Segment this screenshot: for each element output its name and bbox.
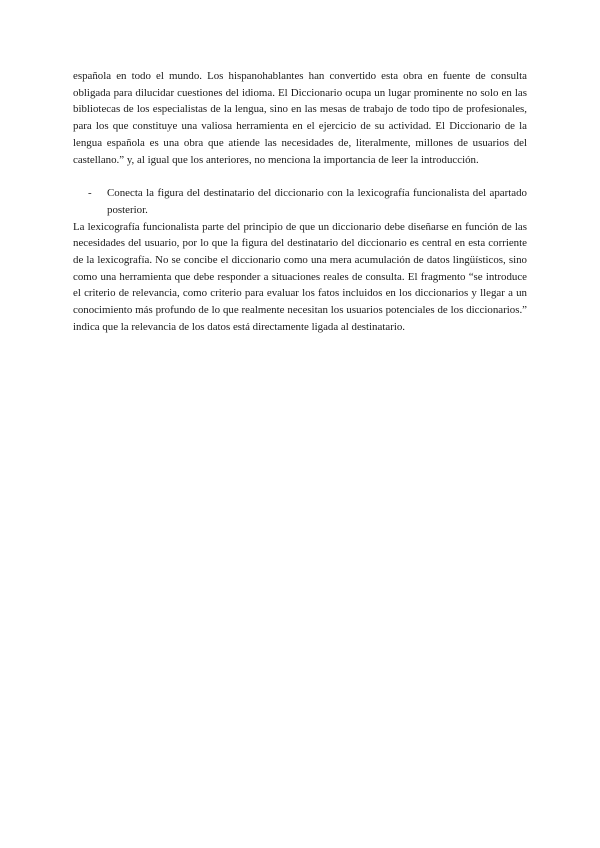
bullet-text: Conecta la figura del destinatario del diccionario con la lexicografía funcionalista del apartado posterior. (107, 187, 527, 216)
paragraph-1: española en todo el mundo. Los hispanohablantes han convertido esta obra en fuente de consulta obligada para dilucidar cuestiones del idioma. El Diccionario ocupa un lugar prominente no solo en las bibliotecas de los especialistas de la lengua, sino en las mesas de trabajo de todo tipo de profesionales, para los que constituye una valiosa herramienta en el ejercicio de su actividad. El Diccionario de la lengua española es una obra que atiende las necesidades de, literalmente, millones de usuarios del castellano.” y, al igual que los anteriores, no menciona la importancia de leer la introducción. (73, 70, 527, 166)
bullet-marker: - (88, 187, 92, 200)
bullet-item (88, 185, 527, 218)
paragraph-2: La lexicografía funcionalista parte del principio de que un diccionario debe diseñarse en función de las necesidades del usuario, por lo que la figura del destinatario del diccionario es central en esta corriente de la lexicografía. No se concibe el diccionario como una mera acumulación de datos lingüísticos, sino como una herramienta que debe responder a situaciones reales de consulta. El fragmento “se introduce el criterio de relevancia, como criterio para evaluar los fatos incluidos en los diccionarios y llegar a un conocimiento más profundo de lo que realmente necesitan los usuarios potenciales de los diccionarios.” indica que la relevancia de los datos está directamente ligada al destinatario. (73, 220, 527, 333)
document-body (73, 68, 527, 336)
